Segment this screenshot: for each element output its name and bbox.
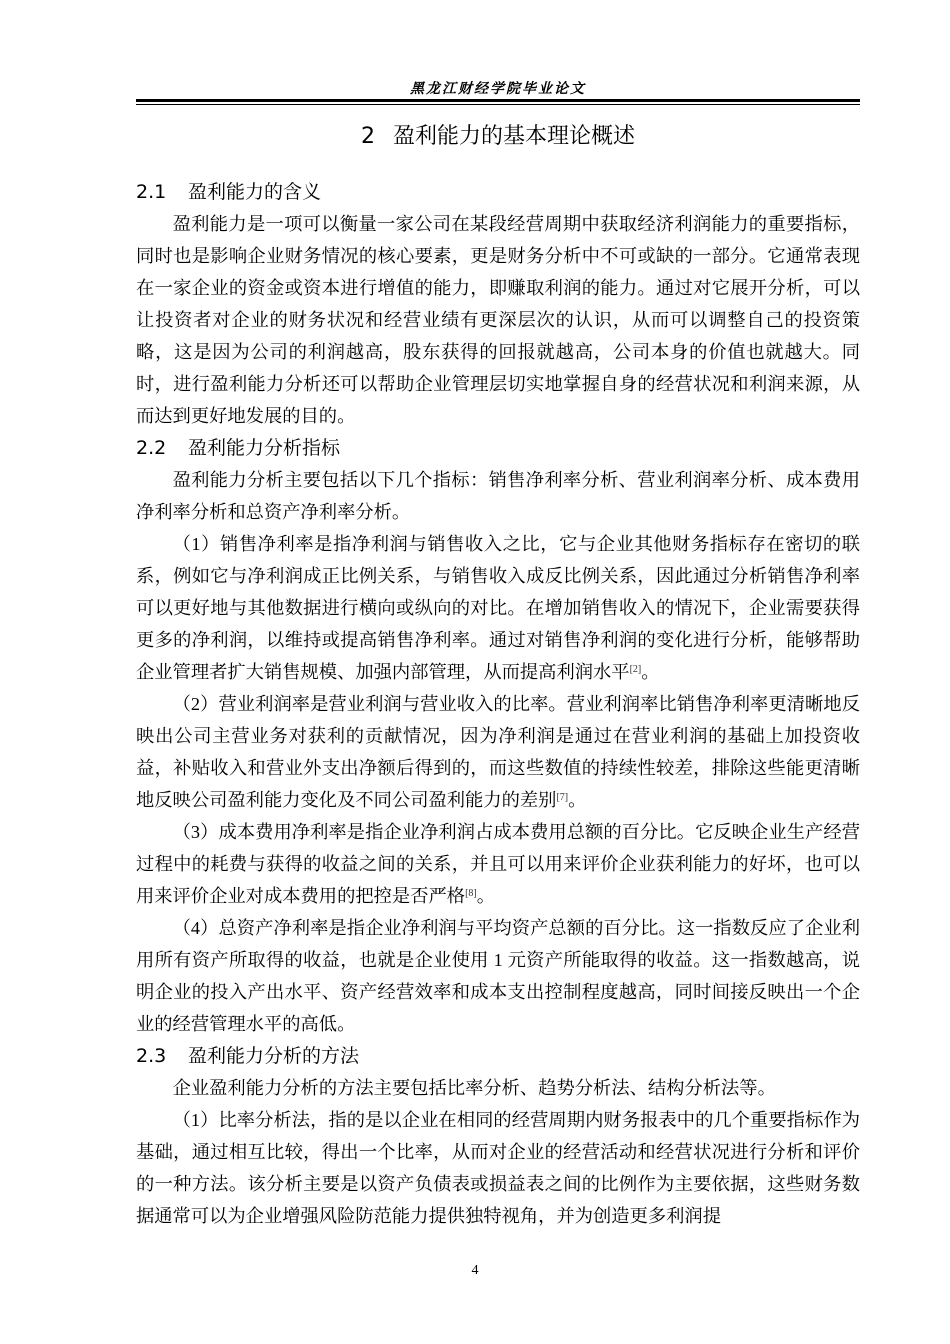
paragraph-tail: 。	[476, 886, 496, 906]
paragraph-tail: 。	[568, 790, 587, 810]
paragraph	[136, 208, 860, 432]
paragraph	[136, 816, 860, 912]
chapter-title-text: 盈利能力的基本理论概述	[392, 124, 635, 149]
chapter-number: 2	[360, 124, 375, 149]
paragraph-text: （4）总资产净利率是指企业净利润与平均资产总额的百分比。这一指数反应了企业利用所有资产所取得的收益，也就是企业使用 1 元资产所能取得的收益。这一指数越高，说明企业的投入产出水平、资产经营效率和成本支出控制程度越高，同时间接反映出一个企业的经营管理水平的高低。	[136, 918, 860, 1034]
section-number: 2.1	[136, 181, 167, 203]
chapter-title	[136, 116, 860, 158]
section-heading	[136, 1040, 860, 1072]
section-heading	[136, 176, 860, 208]
paragraph	[136, 1072, 860, 1104]
header-rule-thick	[136, 99, 860, 102]
paragraph	[136, 1104, 860, 1232]
paragraph-text: 企业盈利能力分析的方法主要包括比率分析、趋势分析法、结构分析法等。	[172, 1078, 776, 1098]
page-number: 4	[471, 1263, 479, 1278]
running-header: 黑龙江财经学院毕业论文	[410, 81, 586, 97]
section-title: 盈利能力的含义	[188, 181, 322, 203]
paragraph-text: （1）销售净利率是指净利润与销售收入之比，它与企业其他财务指标存在密切的联系，例如它与净利润成正比例关系，与销售收入成反比例关系，因此通过分析销售净利率可以更好地与其他数据进行横向或纵向的对比。在增加销售收入的情况下，企业需要获得更多的净利润，以维持或提高销售净利率。通过对销售净利润的变化进行分析，能够帮助企业管理者扩大销售规模、加强内部管理，从而提高利润水平	[136, 534, 860, 682]
section-heading	[136, 432, 860, 464]
header-rule-thin	[136, 104, 860, 105]
paragraph	[136, 912, 860, 1040]
paragraph-text: （1）比率分析法，指的是以企业在相同的经营周期内财务报表中的几个重要指标作为基础，通过相互比较，得出一个比率，从而对企业的经营活动和经营状况进行分析和评价的一种方法。该分析主要是以资产负债表或损益表之间的比例作为主要依据，这些财务数据通常可以为企业增强风险防范能力提供独特视角，并为创造更多利润提	[136, 1110, 860, 1226]
section-title: 盈利能力分析指标	[188, 437, 341, 459]
citation-ref: [2]	[629, 664, 642, 675]
paragraph	[136, 688, 860, 816]
paragraph-text: 盈利能力是一项可以衡量一家公司在某段经营周期中获取经济利润能力的重要指标，同时也是影响企业财务情况的核心要素，更是财务分析中不可或缺的一部分。它通常表现在一家企业的资金或资本进行增值的能力，即赚取利润的能力。通过对它展开分析，可以让投资者对企业的财务状况和经营业绩有更深层次的认识，从而可以调整自己的投资策略，这是因为公司的利润越高，股东获得的回报就越高，公司本身的价值也就越大。同时，进行盈利能力分析还可以帮助企业管理层切实地掌握自身的经营状况和利润来源，从而达到更好地发展的目的。	[136, 214, 860, 426]
paragraph	[136, 528, 860, 688]
paragraph-text: （2）营业利润率是营业利润与营业收入的比率。营业利润率比销售净利率更清晰地反映出公司主营业务对获利的贡献情况，因为净利润是通过在营业利润的基础上加投资收益，补贴收入和营业外支出净额后得到的，而这些数值的持续性较差，排除这些能更清晰地反映公司盈利能力变化及不同公司盈利能力的差别	[136, 694, 860, 810]
citation-ref: [8]	[465, 888, 477, 899]
section-title: 盈利能力分析的方法	[188, 1045, 360, 1067]
citation-ref: [7]	[556, 792, 569, 803]
paragraph-text: （3）成本费用净利率是指企业净利润占成本费用总额的百分比。它反映企业生产经营过程中的耗费与获得的收益之间的关系，并且可以用来评价企业获利能力的好坏，也可以用来评价企业对成本费用的把控是否严格	[136, 822, 860, 906]
paragraph-tail: 。	[641, 662, 660, 682]
paragraph-text: 盈利能力分析主要包括以下几个指标：销售净利率分析、营业利润率分析、成本费用净利率分析和总资产净利率分析。	[136, 470, 860, 522]
section-number: 2.3	[136, 1045, 167, 1067]
page-content	[136, 110, 860, 1232]
section-number: 2.2	[136, 437, 167, 459]
paragraph	[136, 464, 860, 528]
